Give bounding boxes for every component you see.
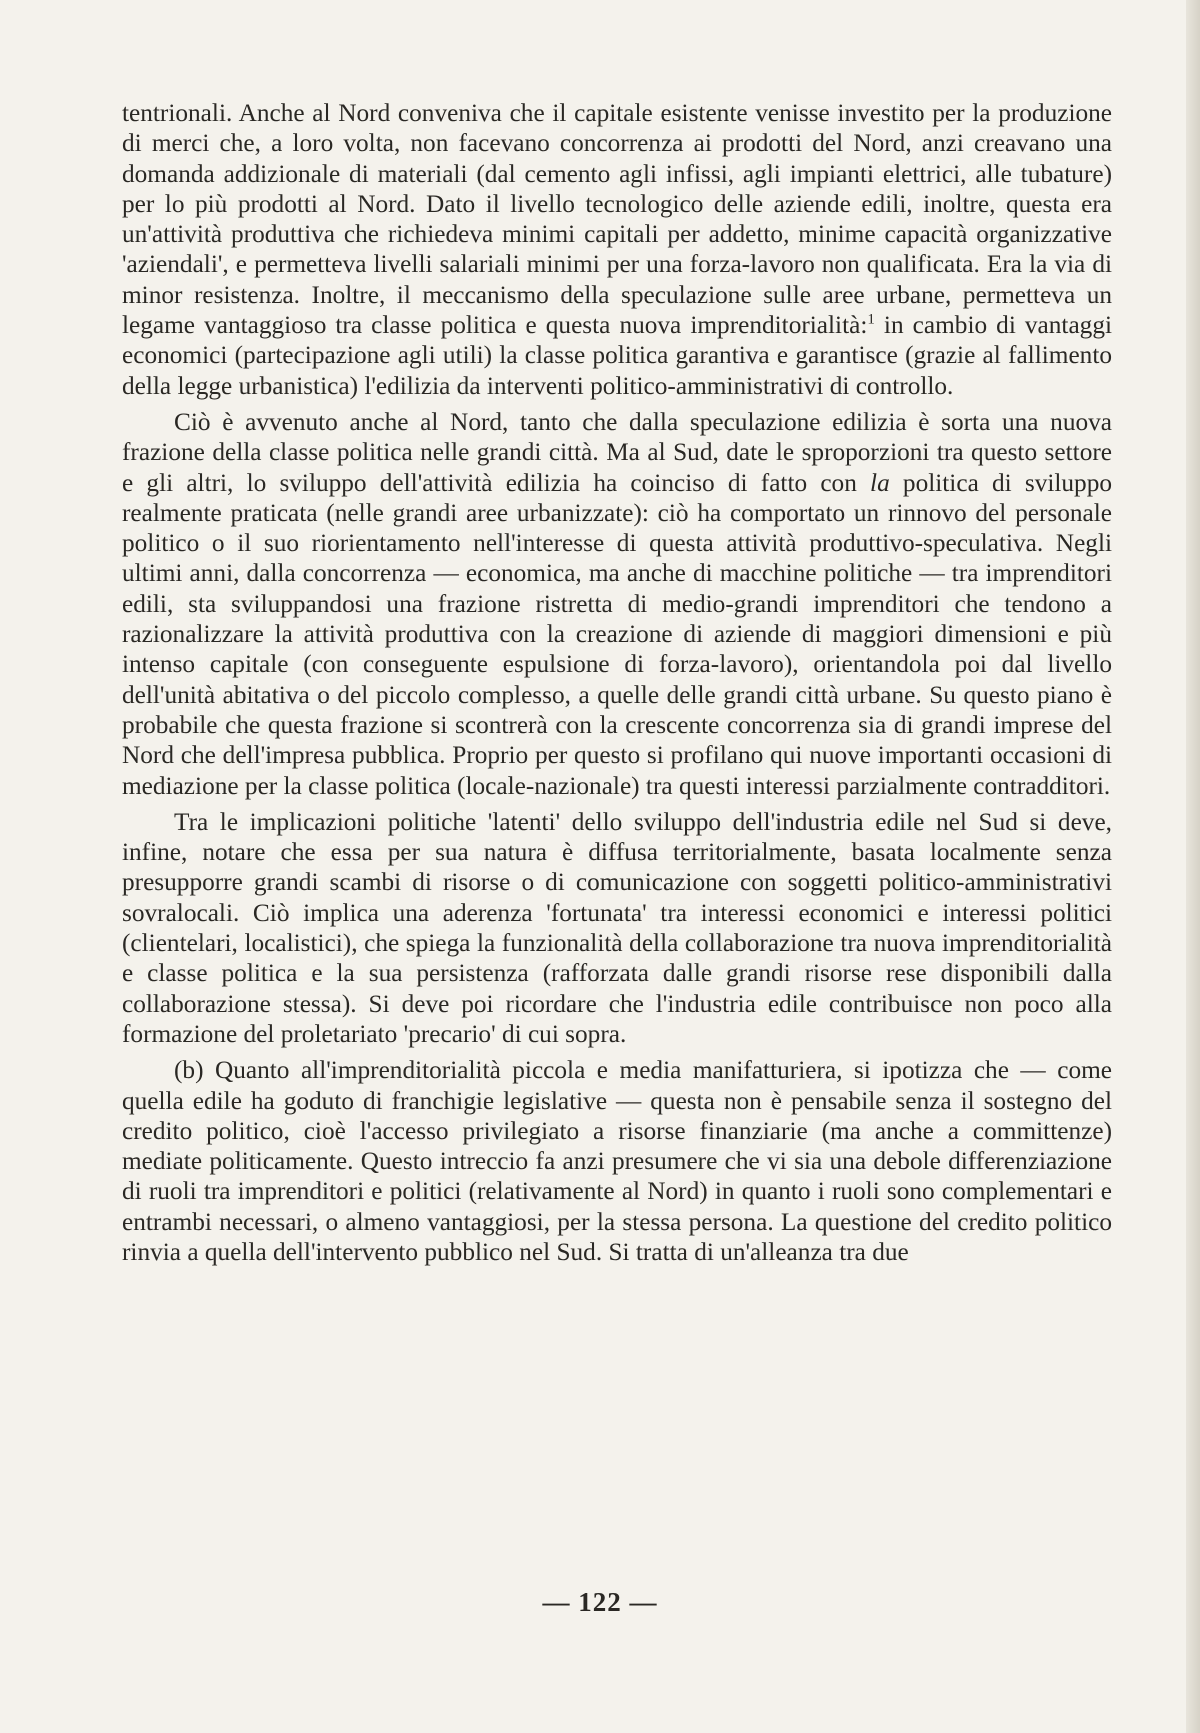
paragraph-1	[122, 98, 1112, 401]
paragraph-3: Tra le implicazioni politiche 'latenti' dello sviluppo dell'industria edile nel Sud si deve, infine, notare che essa per sua natura è diffusa territorialmente, basata localmente senza presupporre grandi scambi di risorse o di comunicazione con soggetti politico-amministrativi sovralocali. Ciò implica una aderenza 'fortunata' tra interessi economici e interessi politici (clientelari, localistici), che spiega la funzionalità della collaborazione tra nuova imprenditorialità e classe politica e la sua persistenza (rafforzata dalle grandi risorse rese disponibili dalla collaborazione stessa). Si deve poi ricordare che l'industria edile contribuisce non poco alla formazione del proletariato 'precario' di cui sopra.	[122, 807, 1112, 1048]
page-edge-shadow	[1186, 0, 1200, 1733]
paragraph-2-text-b: politica di sviluppo realmente praticata (nelle grandi aree urbanizzate): ciò ha comportato un rinnovo del personale politico o il suo riorientamento nell'interesse di questa attività produttivo-speculativa. Negli ultimi anni, dalla concorrenza — economica, ma anche di macchine politiche — tra imprenditori edili, sta sviluppandosi una frazione ristretta di medio-grandi imprenditori che tendono a razionalizzare la attività produttiva con la creazione di aziende di maggiori dimensioni e più intenso capitale (con conseguente espulsione di forza-lavoro), orientandola poi dal livello dell'unità abitativa o del piccolo complesso, a quelle delle grandi città urbane. Su questo piano è probabile che questa frazione si scontrerà con la crescente concorrenza sia di grandi imprese del Nord che dell'impresa pubblica. Proprio per questo si profilano qui nuove importanti occasioni di mediazione per la classe politica (locale-nazionale) tra questi interessi parzialmente contradditori.	[122, 468, 1112, 800]
paragraph-4: (b) Quanto all'imprenditorialità piccola e media manifatturiera, si ipotizza che — come quella edile ha goduto di franchigie legislative — questa non è pensabile senza il sostegno del credito politico, cioè l'accesso privilegiato a risorse finanziarie (ma anche a committenze) mediate politicamente. Questo intreccio fa anzi presumere che vi sia una debole differenziazione di ruoli tra imprenditori e politici (relativamente al Nord) in quanto i ruoli sono complementari e entrambi necessari, o almeno vantaggiosi, per la stessa persona. La questione del credito politico rinvia a quella dell'intervento pubblico nel Sud. Si tratta di un'alleanza tra due	[122, 1056, 1112, 1266]
paragraph-1-text-b: in cambio di vantaggi economici (partecipazione agli utili) la classe politica garantiva e garantisce (grazie al fallimento della legge urbanistica) l'edilizia da interventi politico-amministrativi di controllo.	[122, 311, 1113, 400]
paragraph-2	[122, 407, 1112, 801]
footnote-marker: 1	[867, 311, 875, 328]
page-number: — 122 —	[542, 1587, 658, 1617]
paragraph-2-text-a: Ciò è avvenuto anche al Nord, tanto che dalla speculazione edilizia è sorta una nuova frazione della classe politica nelle grandi città. Ma al Sud, date le sproporzioni tra questo settore e gli altri, lo sviluppo dell'attività edilizia ha coinciso di fatto con	[122, 407, 1112, 497]
paragraph-1-text-a: tentrionali. Anche al Nord conveniva che il capitale esistente venisse investito per la produzione di merci che, a loro volta, non facevano concorrenza ai prodotti del Nord, anzi creavano una domanda addizionale di materiali (dal cemento agli infissi, agli impianti elettrici, alle tubature) per lo più prodotti al Nord. Dato il livello tecnologico delle aziende edili, inoltre, questa era un'attività produttiva che richiedeva minimi capitali per addetto, minime capacità organizzative 'aziendali', e permetteva livelli salariali minimi per una forza-lavoro non qualificata. Era la via di minor resistenza. Inoltre, il meccanismo della speculazione sulle aree urbane, permetteva un legame vantaggioso tra classe politica e questa nuova imprenditorialità:	[122, 99, 1112, 340]
paragraph-2-emphasis: la	[870, 468, 890, 497]
body-text	[122, 98, 1112, 1267]
